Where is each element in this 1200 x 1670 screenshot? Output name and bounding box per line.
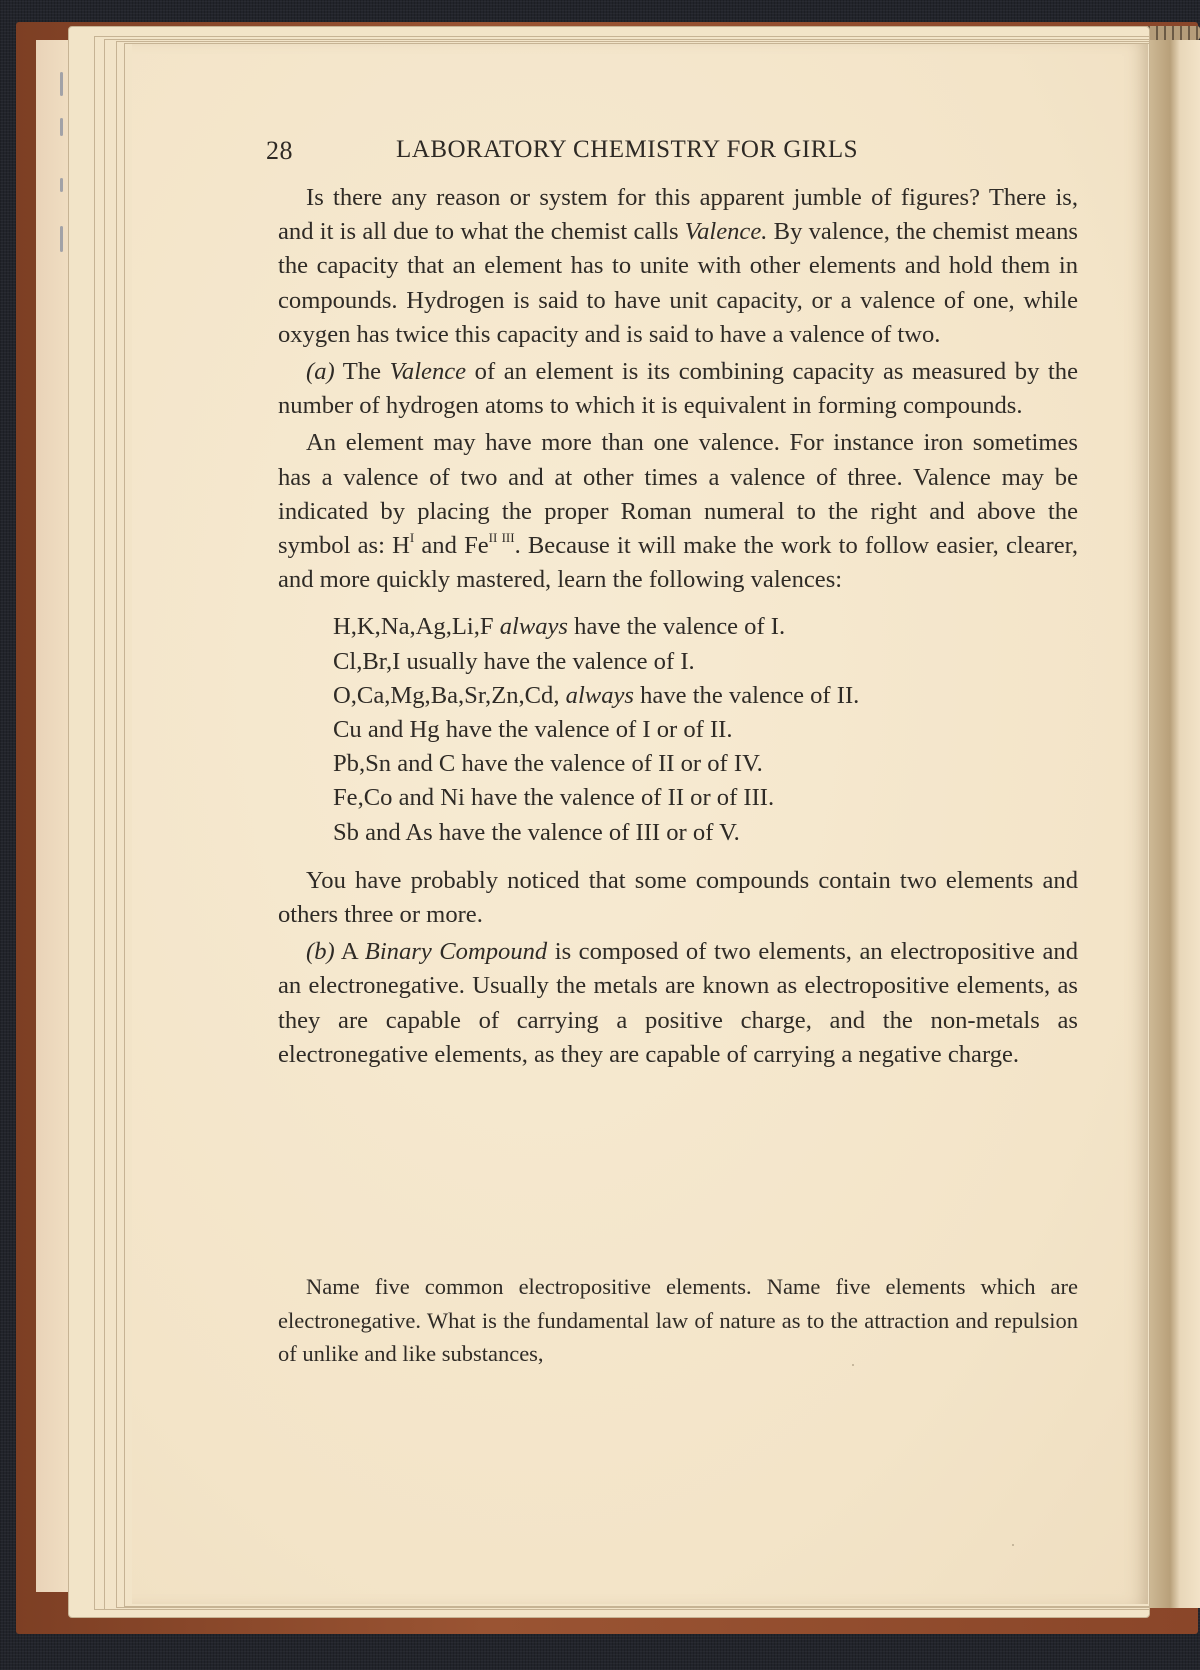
paragraph-valence-definition: (a) The Valence of an element is its combining capacity as measured by the number of hydrogen atoms to which it is equivalent in forming compounds. [278, 358, 1079, 420]
facing-page-edge [1150, 40, 1200, 1608]
page-number: 28 [266, 136, 293, 165]
pencil-mark [60, 178, 63, 192]
valence-list-item: Fe,Co and Ni have the valence of II or of III. [333, 784, 775, 812]
running-head [266, 136, 966, 176]
valence-list-item: H,K,Na,Ag,Li,F always have the valence of I. [333, 613, 786, 641]
valence-list-item: Cl,Br,I usually have the valence of I. [333, 647, 695, 675]
paragraph-valence-intro: Is there any reason or system for this apparent jumble of figures? There is, and it is all due to what the chemist calls Valence. By valence, the chemist means the capacity that an element has to unite with other elements and hold them in compounds. Hydrogen is said to have unit capacity, or a valence of one, while oxygen has twice this capacity and is said to have a valence of two. [278, 184, 1078, 348]
paragraph-compounds: You have probably noticed that some compounds contain two elements and others three or more. [278, 866, 1078, 929]
paragraph-multiple-valence: An element may have more than one valence. For instance iron sometimes has a valence of two and at other times a valence of three. Valence may be indicated by placing the proper Roman numeral to the right and above the symbol as: $H^I$ and $Fe^{II III}$. Because it will make the work to follow easier, clearer, and more quickly mastered, learn the following valences: [278, 429, 1079, 594]
valence-list-item: Sb and As have the valence of III or of V. [333, 818, 740, 846]
valence-list-item: O,Ca,Mg,Ba,Sr,Zn,Cd, always have the valence of II. [333, 681, 860, 709]
running-head-title: LABORATORY CHEMISTRY FOR GIRLS [396, 136, 859, 163]
pencil-mark [60, 118, 63, 136]
valence-list [333, 610, 1078, 849]
questions-paragraph: Name five common electropositive elements. Name five elements which are electronegative. What is the fundamental law of nature as to the attraction and repulsion of unlike and like substances, [278, 1274, 1078, 1366]
valence-list-item: Cu and Hg have the valence of I or of II. [333, 716, 733, 744]
body-text [278, 181, 1078, 1072]
study-questions [278, 1270, 1078, 1371]
pencil-mark [60, 226, 63, 252]
paragraph-binary-compound: (b) A Binary Compound is composed of two elements, an electropositive and an electronegative. Usually the metals are known as electropositive elements, as they are capable of carrying a positive charge, and the non-metals as electronegative elements, as they are capable of carrying a negative charge. [278, 938, 1079, 1068]
pencil-mark [60, 72, 63, 96]
valence-list-item: Pb,Sn and C have the valence of II or of IV. [333, 750, 763, 778]
